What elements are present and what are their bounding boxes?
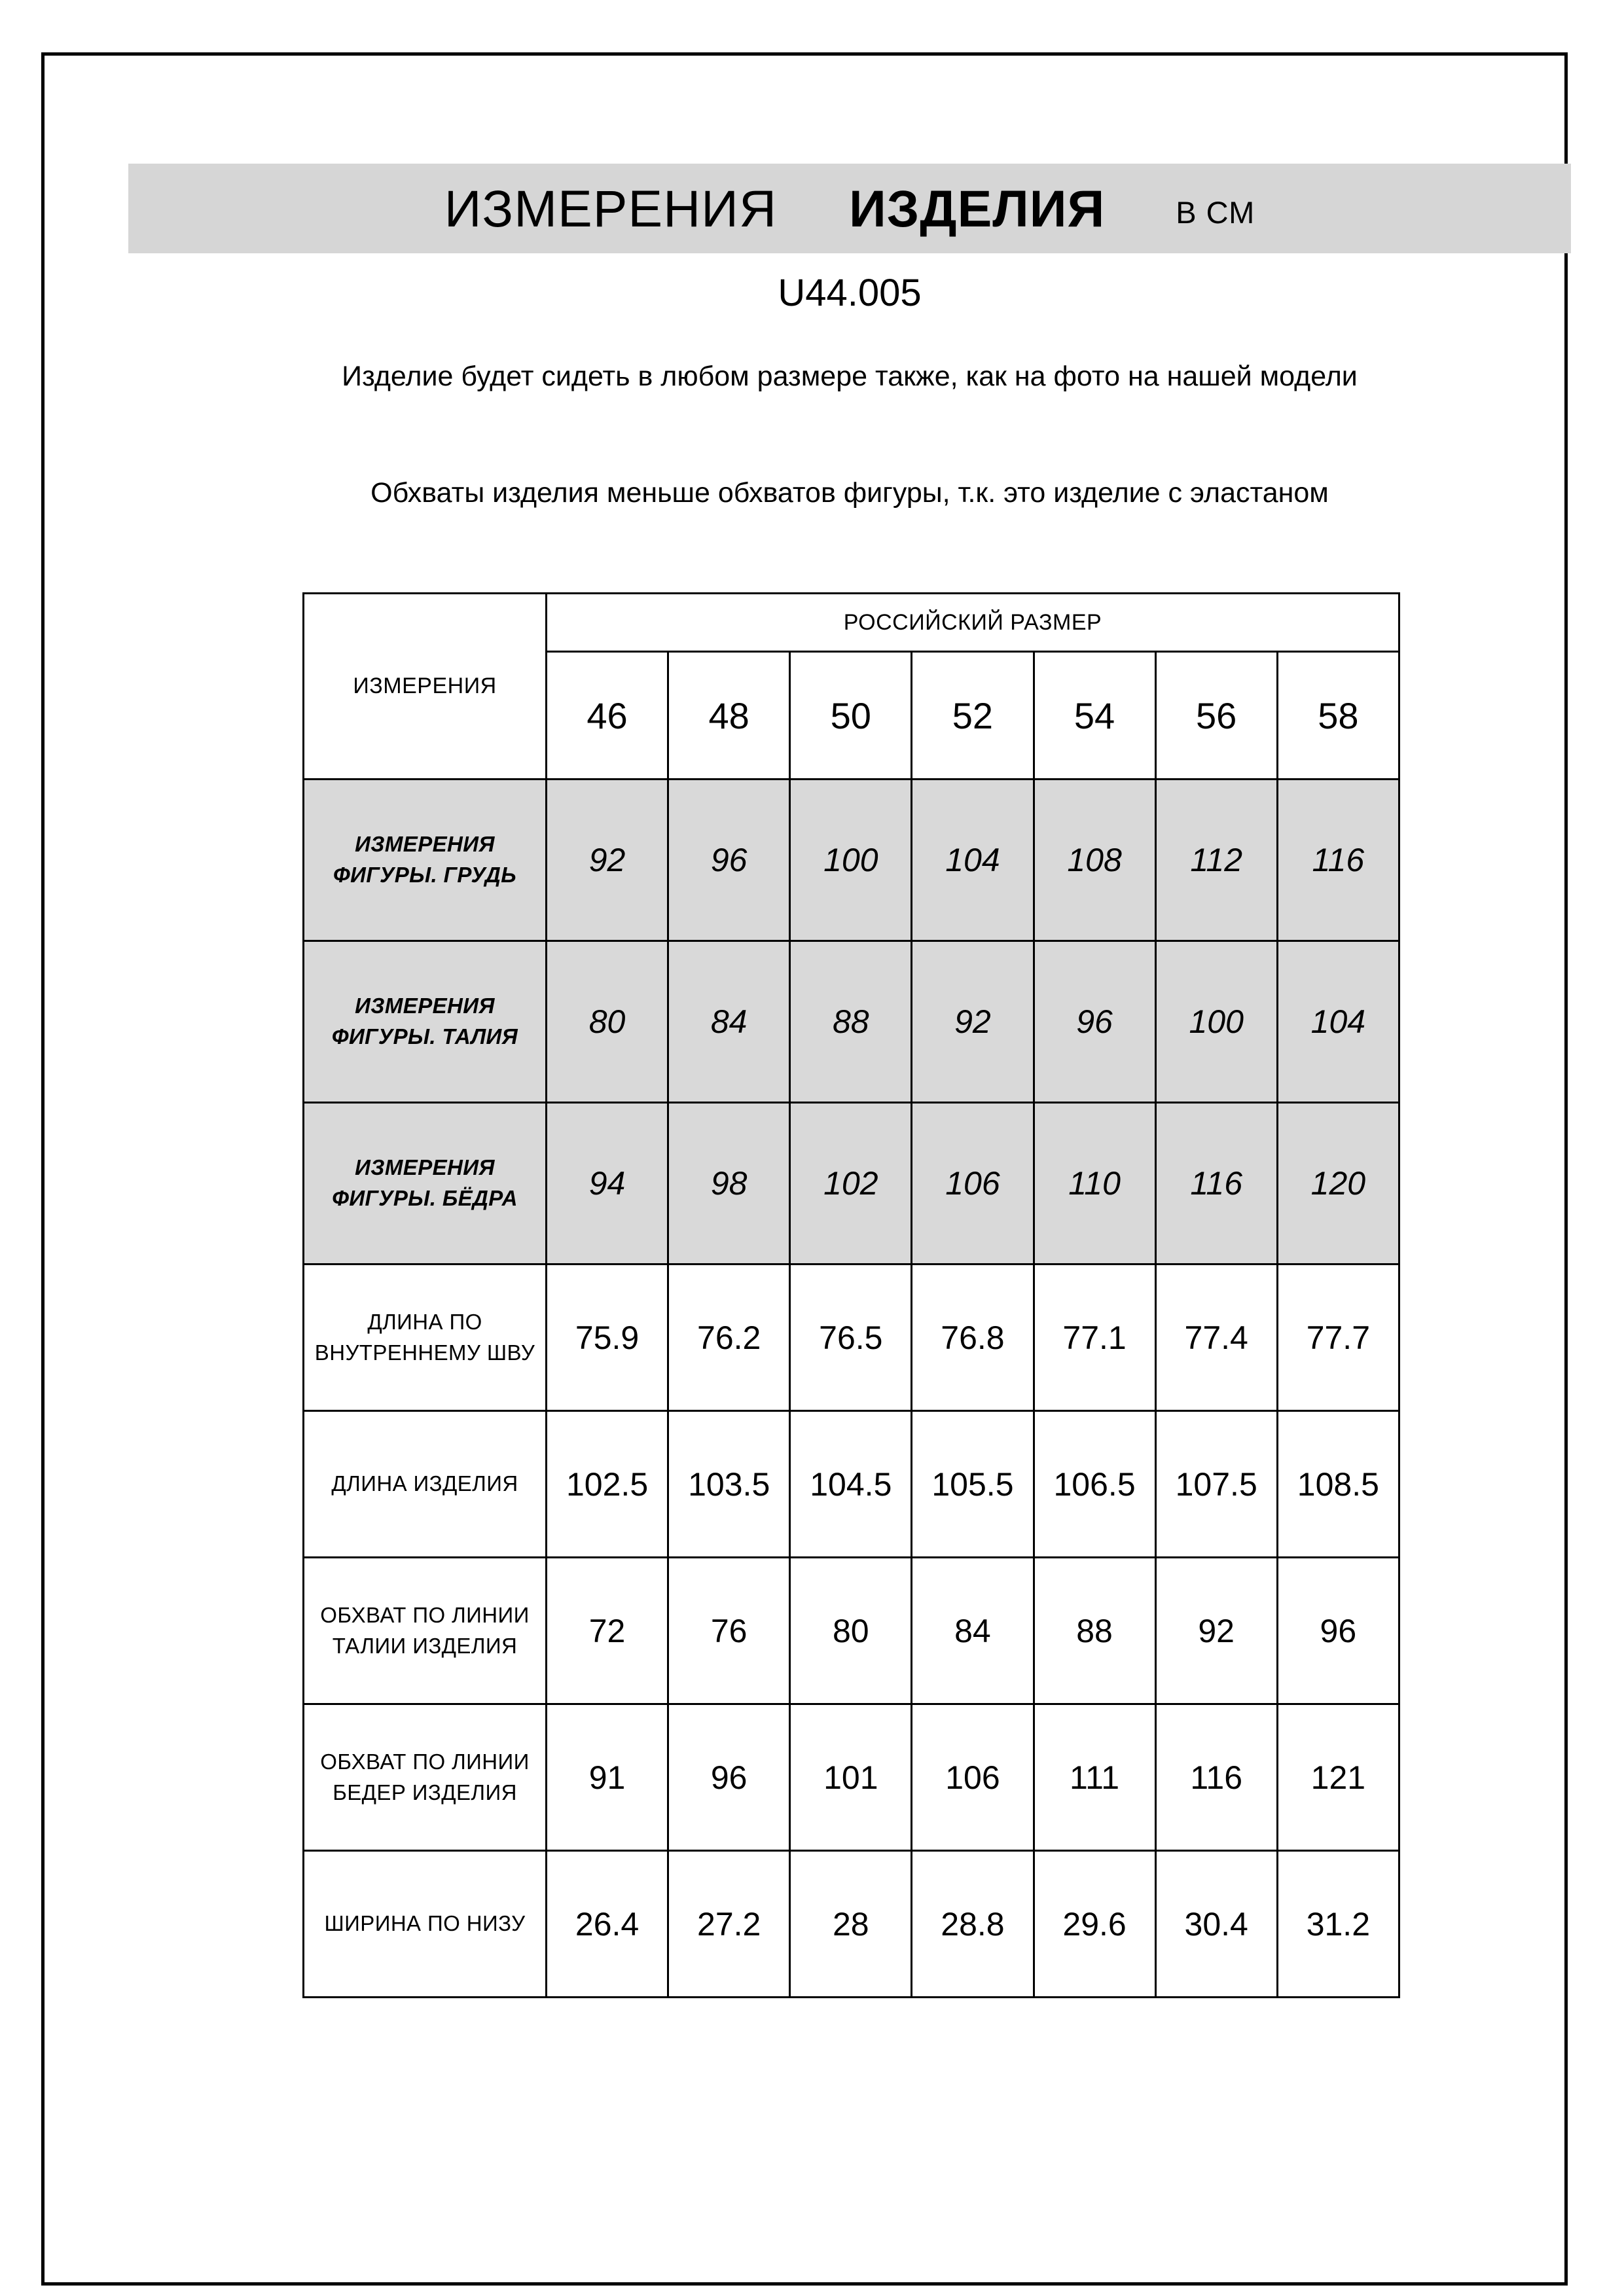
row-value: 102.5 <box>547 1411 668 1558</box>
row-value: 80 <box>547 941 668 1103</box>
row-label: ШИРИНА ПО НИЗУ <box>304 1851 547 1998</box>
row-value: 96 <box>1277 1558 1399 1704</box>
size-header-58: 58 <box>1277 652 1399 780</box>
table-body <box>304 780 1399 1998</box>
row-label: ДЛИНА ПО ВНУТРЕННЕМУ ШВУ <box>304 1265 547 1411</box>
fit-note: Изделие будет сидеть в любом размере также, как на фото на нашей модели <box>342 361 1358 392</box>
row-value: 29.6 <box>1034 1851 1155 1998</box>
row-value: 27.2 <box>668 1851 790 1998</box>
table-row <box>304 1103 1399 1265</box>
table-head <box>304 594 1399 780</box>
row-value: 104 <box>1277 941 1399 1103</box>
column-header-russian-size: РОССИЙСКИЙ РАЗМЕР <box>547 594 1399 652</box>
row-value: 77.7 <box>1277 1265 1399 1411</box>
row-value: 88 <box>790 941 912 1103</box>
column-header-measurement: ИЗМЕРЕНИЯ <box>304 594 547 780</box>
size-chart-table <box>302 592 1400 1998</box>
measurement-unit-label: В СМ <box>1176 195 1255 230</box>
row-value: 76.8 <box>912 1265 1034 1411</box>
table-row <box>304 1558 1399 1704</box>
size-header-50: 50 <box>790 652 912 780</box>
row-value: 112 <box>1155 780 1277 941</box>
row-value: 75.9 <box>547 1265 668 1411</box>
row-value: 84 <box>912 1558 1034 1704</box>
row-value: 121 <box>1277 1704 1399 1851</box>
row-label: ДЛИНА ИЗДЕЛИЯ <box>304 1411 547 1558</box>
row-value: 77.4 <box>1155 1265 1277 1411</box>
row-value: 102 <box>790 1103 912 1265</box>
row-value: 107.5 <box>1155 1411 1277 1558</box>
row-value: 105.5 <box>912 1411 1034 1558</box>
row-value: 77.1 <box>1034 1265 1155 1411</box>
row-value: 116 <box>1277 780 1399 941</box>
page-title-primary: ИЗМЕРЕНИЯ <box>444 179 778 238</box>
table-row <box>304 1411 1399 1558</box>
elastane-note: Обхваты изделия меньше обхватов фигуры, т.к. это изделие с эластаном <box>370 477 1329 509</box>
table-header-row-region <box>304 594 1399 652</box>
row-value: 100 <box>1155 941 1277 1103</box>
row-value: 31.2 <box>1277 1851 1399 1998</box>
table-row <box>304 1851 1399 1998</box>
row-value: 91 <box>547 1704 668 1851</box>
row-value: 108.5 <box>1277 1411 1399 1558</box>
row-value: 110 <box>1034 1103 1155 1265</box>
row-value: 92 <box>912 941 1034 1103</box>
row-value: 104 <box>912 780 1034 941</box>
size-header-56: 56 <box>1155 652 1277 780</box>
page-title-secondary: ИЗДЕЛИЯ <box>849 179 1106 238</box>
row-value: 106 <box>912 1103 1034 1265</box>
row-value: 103.5 <box>668 1411 790 1558</box>
row-value: 116 <box>1155 1704 1277 1851</box>
row-value: 98 <box>668 1103 790 1265</box>
row-value: 72 <box>547 1558 668 1704</box>
row-value: 28 <box>790 1851 912 1998</box>
row-value: 96 <box>668 1704 790 1851</box>
title-band <box>128 164 1571 253</box>
row-value: 92 <box>1155 1558 1277 1704</box>
size-header-54: 54 <box>1034 652 1155 780</box>
title-row <box>128 164 1571 253</box>
row-value: 80 <box>790 1558 912 1704</box>
row-label: ИЗМЕРЕНИЯ ФИГУРЫ. ТАЛИЯ <box>304 941 547 1103</box>
row-value: 108 <box>1034 780 1155 941</box>
row-value: 76 <box>668 1558 790 1704</box>
row-value: 76.2 <box>668 1265 790 1411</box>
table-row <box>304 1704 1399 1851</box>
table-row <box>304 780 1399 941</box>
row-value: 120 <box>1277 1103 1399 1265</box>
row-value: 111 <box>1034 1704 1155 1851</box>
row-value: 96 <box>1034 941 1155 1103</box>
size-header-48: 48 <box>668 652 790 780</box>
row-value: 94 <box>547 1103 668 1265</box>
row-value: 30.4 <box>1155 1851 1277 1998</box>
row-value: 106.5 <box>1034 1411 1155 1558</box>
size-header-46: 46 <box>547 652 668 780</box>
row-value: 76.5 <box>790 1265 912 1411</box>
row-value: 28.8 <box>912 1851 1034 1998</box>
table-row <box>304 941 1399 1103</box>
row-value: 116 <box>1155 1103 1277 1265</box>
size-header-52: 52 <box>912 652 1034 780</box>
row-value: 101 <box>790 1704 912 1851</box>
row-label: ИЗМЕРЕНИЯ ФИГУРЫ. БЁДРА <box>304 1103 547 1265</box>
row-label: ИЗМЕРЕНИЯ ФИГУРЫ. ГРУДЬ <box>304 780 547 941</box>
row-label: ОБХВАТ ПО ЛИНИИ БЕДЕР ИЗДЕЛИЯ <box>304 1704 547 1851</box>
row-value: 88 <box>1034 1558 1155 1704</box>
row-value: 84 <box>668 941 790 1103</box>
row-value: 26.4 <box>547 1851 668 1998</box>
page-frame <box>41 52 1568 2286</box>
article-code: U44.005 <box>778 272 922 314</box>
row-label: ОБХВАТ ПО ЛИНИИ ТАЛИИ ИЗДЕЛИЯ <box>304 1558 547 1704</box>
row-value: 92 <box>547 780 668 941</box>
row-value: 104.5 <box>790 1411 912 1558</box>
row-value: 96 <box>668 780 790 941</box>
row-value: 100 <box>790 780 912 941</box>
table-row <box>304 1265 1399 1411</box>
row-value: 106 <box>912 1704 1034 1851</box>
